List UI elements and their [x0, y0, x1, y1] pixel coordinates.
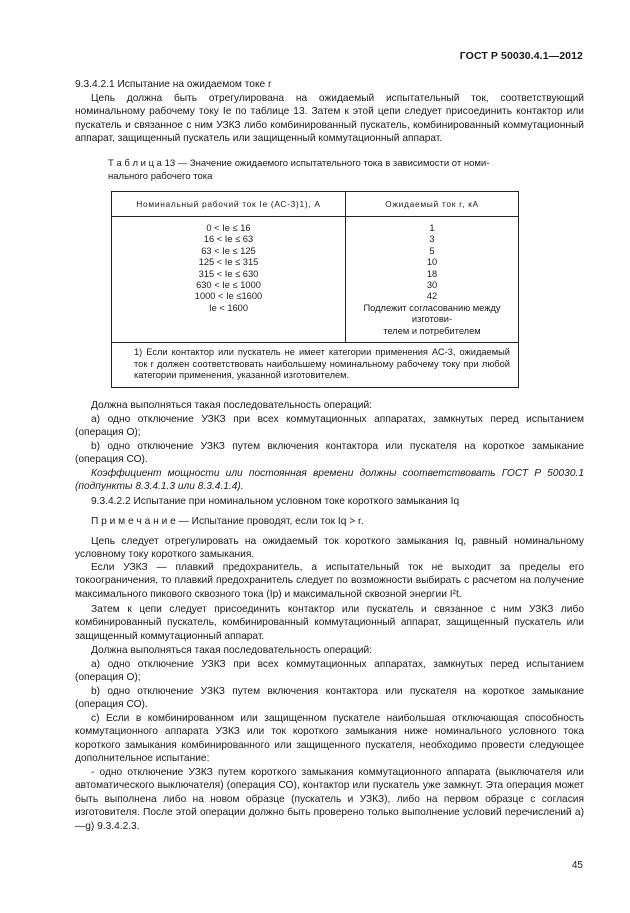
table-cell-range [112, 314, 345, 325]
table-footnote-row [112, 343, 519, 388]
table-cell-current: 18 [426, 268, 438, 279]
table-cell-current: 30 [426, 280, 438, 291]
table-cell-range: 63 < Ie ≤ 125 [201, 245, 256, 256]
table-13 [111, 191, 519, 388]
table-13-caption [108, 158, 518, 183]
table-cell-range: 125 < Ie ≤ 315 [198, 257, 259, 268]
note-paragraph: П р и м е ч а н и е — Испытание проводят, если ток Iq > r. [91, 516, 364, 527]
table-cell-current: 3 [429, 234, 435, 245]
sequence-intro: Должна выполняться такая последовательность операций: [91, 400, 373, 411]
table-cell-current: 10 [426, 257, 438, 268]
paragraph-circuit-adjust: Цепь должна быть отрегулирована на ожидаемый испытательный ток, соответствующий номинальному рабочему току Ie по таблице 13. Затем к этой цепи следует присоединить контактор или пускатель и связанное с ним УЗКЗ либо комбинированный пускатель, комбинированный коммутационный аппарат, защищенный пускатель или защищенный коммутационный аппарат. [75, 93, 584, 145]
paragraph-short-circuit-adjust: Цепь следует отрегулировать на ожидаемый ток короткого замыкания Iq, равный номинальному условному току короткого замыкания. [75, 536, 584, 561]
sequence2-item-a: а) одно отключение УЗКЗ при всех коммутационных аппаратах, замкнутых перед испытанием (операция О); [75, 659, 584, 684]
sequence2-dash-item: - одно отключение УЗКЗ путем короткого замыкания коммутационного аппарата (выключателя или автоматического выключателя) (операция СО), контактор или пускатель уже замкнут. Эта операция может быть выполнена либо на новом образце (пускатель и УЗКЗ), либо на первом образце с согласия изготовителя. После этой операции должно быть проверено только выполнение условий перечислений а)—g) 9.3.4.2.3. [75, 767, 584, 832]
table-header-row [112, 192, 519, 217]
table-13-caption-line-1: Т а б л и ц а 13 — Значение ожидаемого испытательного тока в зависимости от номи- [108, 158, 490, 169]
table-cell-current: 42 [426, 291, 438, 302]
table-column-ranges [112, 217, 346, 343]
table-cell-range: 16 < Ie ≤ 63 [203, 234, 254, 245]
sequence-item-a: а) одно отключение УЗКЗ при всех коммутационных аппаратах, замкнутых перед испытанием (операция О); [75, 414, 584, 439]
table-cell-current: 5 [429, 245, 435, 256]
table-column-currents [346, 217, 519, 343]
table-cell-range: Ie < 1600 [208, 302, 249, 313]
table-header-expected-current: Ожидаемый ток r, кА [346, 192, 519, 217]
table-cell-current: Подлежит согласованию между изготови- [363, 302, 501, 325]
section-heading-9-3-4-2-1: 9.3.4.2.1 Испытание на ожидаемом токе r [75, 79, 272, 90]
table-cell-range: 0 < Ie ≤ 16 [206, 223, 251, 233]
section-heading-9-3-4-2-2: 9.3.4.2.2 Испытание при номинальном условном токе короткого замыкания Iq [91, 496, 460, 507]
table-body-row [112, 217, 519, 343]
table-cell-current: 1 [429, 223, 435, 233]
sequence-item-b: b) одно отключение УЗКЗ путем включения контактора или пускателя на короткое замыкание (операция СО). [75, 441, 584, 466]
table-cell-range: 630 < Ie ≤ 1000 [196, 280, 261, 291]
table-13-caption-line-2: нального рабочего тока [108, 170, 213, 182]
power-factor-paragraph: Коэффициент мощности или постоянная времени должны соответствовать ГОСТ Р 50030.1 (подпункты 8.3.4.1.3 или 8.3.4.1.4). [75, 468, 584, 493]
document-header: ГОСТ Р 50030.4.1—2012 [459, 50, 583, 62]
page-number: 45 [571, 860, 583, 871]
table-cell-current: телем и потребителем [383, 325, 481, 336]
table-footnote: 1) Если контактор или пускатель не имеет категории применения АС-3, ожидаемый ток r должен соответствовать наибольшему номинальному рабочему току при любой категории применения, указанной изготовителем. [112, 343, 519, 388]
paragraph-fuse: Если УЗКЗ — плавкий предохранитель, а испытательный ток не выходит за пределы его токоограничения, то плавкий предохранитель следует по возможности выбирать с расчетом на получение максимального пикового сквозного тока (Ip) и максимальной сквозной энергии I²t. [75, 562, 584, 600]
table-cell-range: 1000 < Ie ≤1600 [194, 291, 263, 302]
table-header-rated-current: Номинальный рабочий ток Ie (АС-3)1), А [112, 192, 346, 217]
table-cell-range: 315 < Ie ≤ 630 [198, 268, 259, 279]
paragraph-connect: Затем к цепи следует присоединить контактор или пускатель и связанное с ним УЗКЗ либо комбинированный пускатель, комбинированный коммутационный аппарат, защищенный пускатель или защищенный коммутационный аппарат. [75, 604, 584, 642]
sequence2-item-c: с) Если в комбинированном или защищенном пускателе наибольшая отключающая способность коммутационного аппарата УЗКЗ или ток короткого замыкания ниже номинального условного тока короткого замыкания комбинированного или защищенного пускателя, необходимо провести следующее дополнительное испытание: [75, 713, 584, 765]
sequence2-intro: Должна выполняться такая последовательность операций: [91, 645, 373, 656]
sequence2-item-b: b) одно отключение УЗКЗ путем включения контактора или пускателя на короткое замыкание (операция СО). [75, 686, 584, 711]
